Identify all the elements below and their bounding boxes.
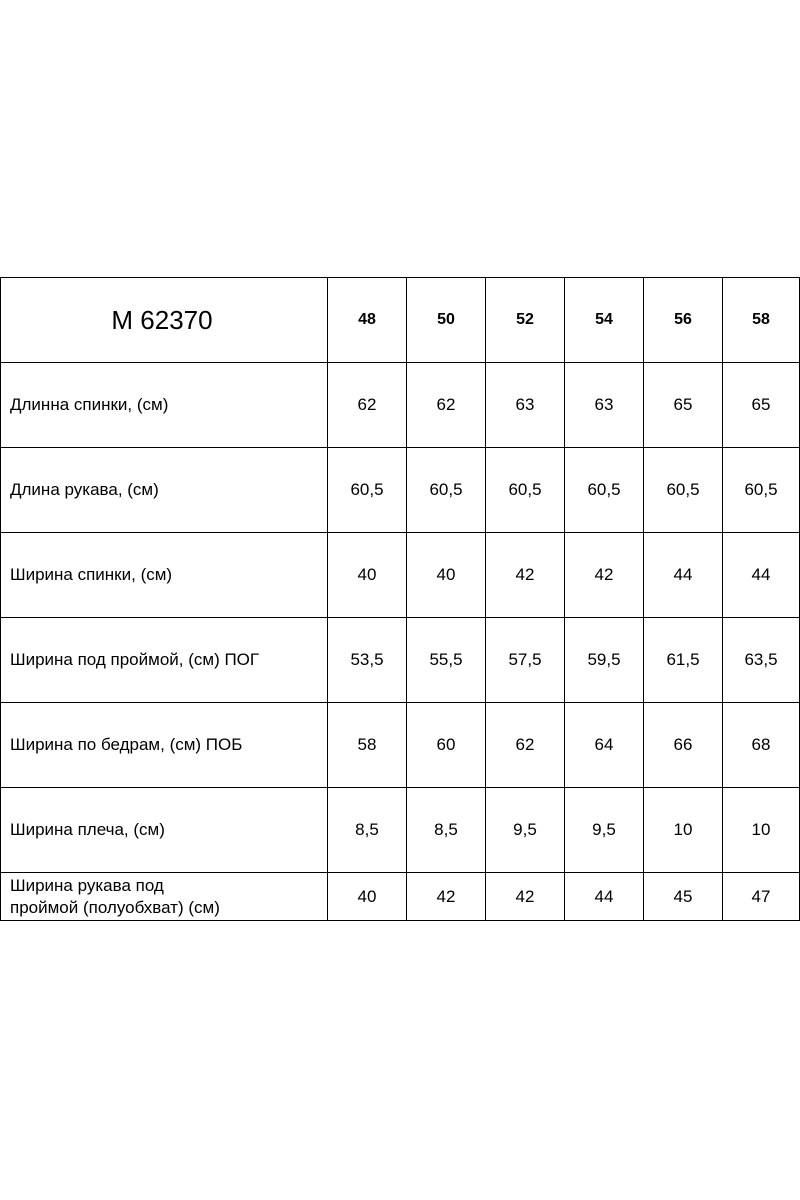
- measurement-value: 45: [644, 873, 723, 921]
- measurement-value: 44: [723, 533, 800, 618]
- measurement-value: 60,5: [328, 448, 407, 533]
- measurement-value: 8,5: [407, 788, 486, 873]
- measurement-label: Ширина по бедрам, (см) ПОБ: [1, 703, 328, 788]
- measurement-label: Ширина спинки, (см): [1, 533, 328, 618]
- measurement-value: 65: [723, 363, 800, 448]
- measurement-label-line: Ширина рукава под: [10, 875, 164, 895]
- measurement-value: 42: [407, 873, 486, 921]
- measurement-value: 9,5: [486, 788, 565, 873]
- measurement-value: 60,5: [644, 448, 723, 533]
- measurement-value: 63: [486, 363, 565, 448]
- measurement-value: 10: [644, 788, 723, 873]
- measurement-value: 64: [565, 703, 644, 788]
- measurement-value: 65: [644, 363, 723, 448]
- measurement-value: 10: [723, 788, 800, 873]
- measurement-value: 68: [723, 703, 800, 788]
- table-row: [1, 448, 800, 533]
- measurement-value: 61,5: [644, 618, 723, 703]
- measurement-value: 9,5: [565, 788, 644, 873]
- measurement-label: Ширина под проймой, (см) ПОГ: [1, 618, 328, 703]
- measurement-label: [1, 873, 328, 921]
- header-row: [1, 278, 800, 363]
- size-header: 52: [486, 278, 565, 363]
- measurement-value: 60: [407, 703, 486, 788]
- measurement-label: Длинна спинки, (см): [1, 363, 328, 448]
- table-row: [1, 618, 800, 703]
- measurement-value: 58: [328, 703, 407, 788]
- measurement-value: 60,5: [486, 448, 565, 533]
- size-header: 50: [407, 278, 486, 363]
- table-row: [1, 703, 800, 788]
- measurement-value: 59,5: [565, 618, 644, 703]
- measurement-value: 60,5: [565, 448, 644, 533]
- measurement-value: 60,5: [723, 448, 800, 533]
- size-header: 54: [565, 278, 644, 363]
- measurement-value: 62: [407, 363, 486, 448]
- table-row: [1, 788, 800, 873]
- measurement-value: 62: [486, 703, 565, 788]
- size-header: 56: [644, 278, 723, 363]
- measurement-value: 63: [565, 363, 644, 448]
- measurement-value: 66: [644, 703, 723, 788]
- measurement-value: 55,5: [407, 618, 486, 703]
- size-chart-table: [0, 277, 800, 921]
- model-number: M 62370: [1, 278, 328, 363]
- measurement-value: 44: [565, 873, 644, 921]
- table-row: [1, 533, 800, 618]
- measurement-value: 57,5: [486, 618, 565, 703]
- measurement-label: Ширина плеча, (см): [1, 788, 328, 873]
- measurement-value: 40: [328, 873, 407, 921]
- measurement-value: 40: [407, 533, 486, 618]
- measurement-value: 42: [486, 873, 565, 921]
- size-header: 58: [723, 278, 800, 363]
- measurement-label: Длина рукава, (см): [1, 448, 328, 533]
- measurement-value: 40: [328, 533, 407, 618]
- measurement-value: 8,5: [328, 788, 407, 873]
- measurement-value: 42: [565, 533, 644, 618]
- measurement-value: 53,5: [328, 618, 407, 703]
- measurement-label-line: проймой (полуобхват) (см): [10, 897, 220, 917]
- table-row: [1, 363, 800, 448]
- measurement-value: 62: [328, 363, 407, 448]
- measurement-value: 60,5: [407, 448, 486, 533]
- size-header: 48: [328, 278, 407, 363]
- measurement-value: 42: [486, 533, 565, 618]
- measurement-value: 47: [723, 873, 800, 921]
- measurement-value: 44: [644, 533, 723, 618]
- table-row: [1, 873, 800, 921]
- measurement-value: 63,5: [723, 618, 800, 703]
